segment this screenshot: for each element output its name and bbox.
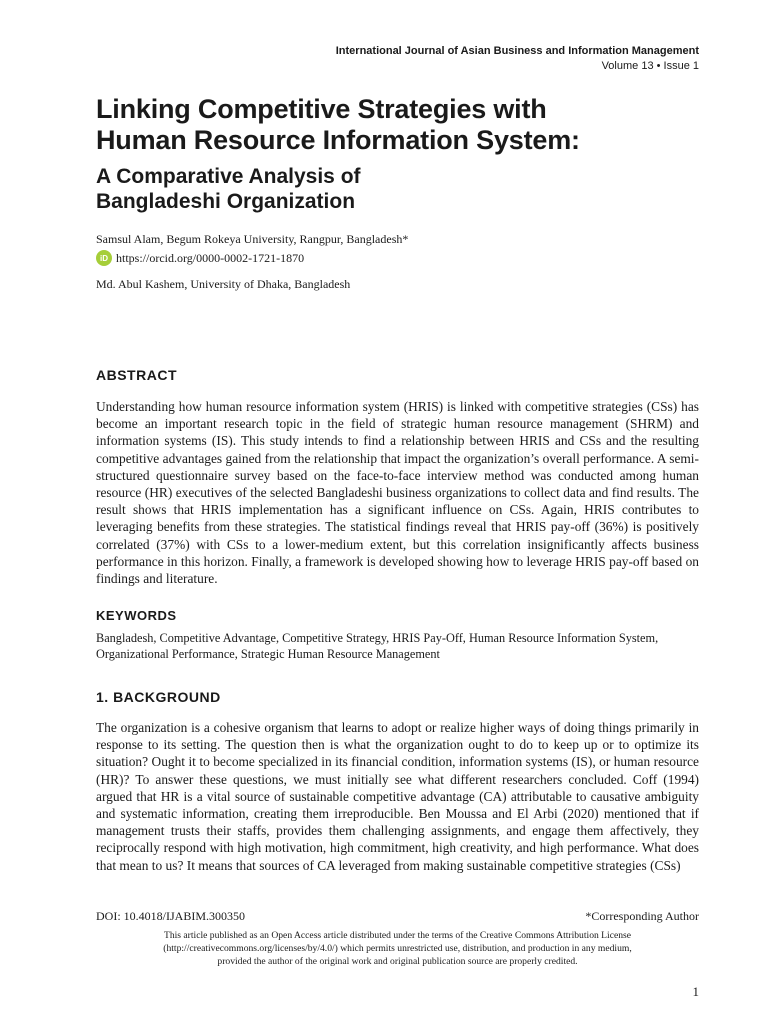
volume-issue: Volume 13 • Issue 1 [601,60,699,72]
paper-subtitle [96,164,696,214]
orcid-icon: iD [96,250,112,266]
journal-header [336,44,699,74]
abstract-text: Understanding how human resource information system (HRIS) is linked with competitive strategies (CSs) has become an important research topic in the field of strategic human resource management (SHRM) and information systems (IS). This study intends to find a relationship between HRIS and CSs and the resulting competitive advantages gained from the relationship that impact the organization’s overall performance. A semi-structured questionnaire survey based on the face-to-face interview method was conducted among human resource (HR) executives of the selected Bangladeshi business organizations to collect data and find results. The result shows that HRIS implementation has a significant influence on CSs. Again, HRIS contributes to leveraging benefits from these strategies. The statistical findings reveal that HRIS pay-off (36%) is positively correlated (37%) with CSs to a lower-medium extent, but this correlation insignificantly affects business performance in this horizon. Finally, a framework is developed showing how to leverage HRIS pay-off based on findings and literature. [96,399,699,587]
subtitle-line-2: Bangladeshi Organization [96,190,356,213]
paper-title [96,94,696,156]
title-line-2: Human Resource Information System: [96,125,580,155]
orcid-row [96,250,304,266]
keywords-text: Bangladesh, Competitive Advantage, Competitive Strategy, HRIS Pay-Off, Human Resource Information System, Organizational Performance, Strategic Human Resource Management [96,631,659,661]
license-line-1: This article published as an Open Access article distributed under the terms of the Creative Commons Attribution License [163,930,632,941]
page-number: 1 [692,984,699,999]
abstract-heading: ABSTRACT [96,367,177,383]
author-1: Samsul Alam, Begum Rokeya University, Rangpur, Bangladesh* [96,232,409,246]
background-heading: 1. BACKGROUND [96,689,221,705]
license-line-3: provided the author of the original work and original publication source are properly credited. [217,956,578,967]
license-line-2: (http://creativecommons.org/licenses/by/4.0/) which permits unrestricted use, distribution, and production in any medium, [163,943,632,954]
background-text: The organization is a cohesive organism that learns to adopt or realize higher ways of doing things primarily in response to its setting. The question then is what the organization ought to do to keep up or to optimize its situation? Ought it to become specialized in its financial condition, information systems (IS), or human resource (HR)? To answer these questions, we must initially see what different researchers concluded. Coff (1994) argued that HR is a vital source of sustainable competitive advantage (CA) attributable to causative ambiguity and systematic information, creating them irreproducible. Ben Moussa and El Arbi (2020) mentioned that if management trusts their staffs, provides them challenging assignments, and engage them affectively, they reciprocally respond with high motivation, high commitment, high creativity, and high performance. What does that mean to us? It means that sources of CA leveraged from making sustainable competitive strategies (CSs) [96,720,699,873]
journal-name: International Journal of Asian Business and Information Management [335,45,699,57]
subtitle-line-1: A Comparative Analysis of [96,165,361,188]
doi[interactable]: DOI: 10.4018/IJABIM.300350 [96,909,245,923]
author-2: Md. Abul Kashem, University of Dhaka, Bangladesh [96,277,351,291]
keywords-heading: KEYWORDS [96,608,177,623]
corresponding-author-note: *Corresponding Author [585,909,699,923]
license-notice [96,929,699,968]
orcid-link[interactable]: https://orcid.org/0000-0002-1721-1870 [116,250,305,265]
title-line-1: Linking Competitive Strategies with [96,94,547,124]
